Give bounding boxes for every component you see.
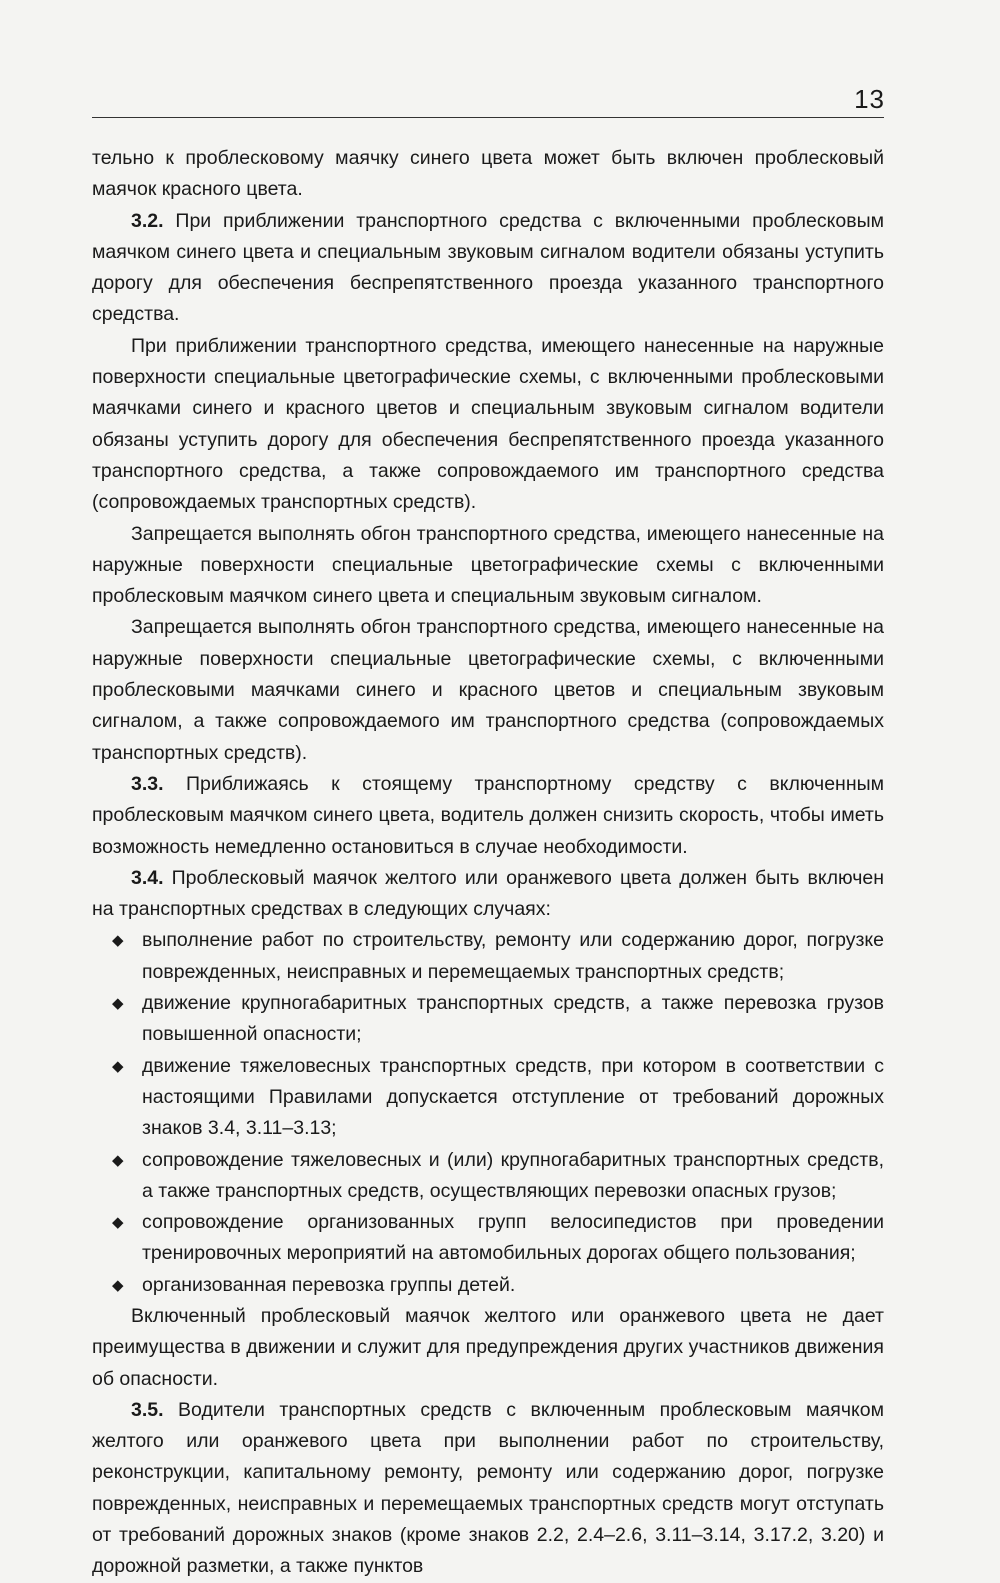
paragraph-text: Проблесковый маячок желтого или оранжевого цвета должен быть включен на транспортных средствах в следующих случаях: bbox=[92, 866, 884, 921]
diamond-bullet-icon: ◆ bbox=[112, 995, 124, 1013]
diamond-bullet-icon: ◆ bbox=[112, 1151, 124, 1169]
list-item: ◆ сопровождение организованных групп велосипедистов при проведении тренировочных мероприятий на автомобильных дорогах общего пользования; bbox=[92, 1207, 884, 1270]
list-item: ◆ организованная перевозка группы детей. bbox=[92, 1270, 884, 1301]
paragraph-3-3 bbox=[92, 769, 884, 863]
list-item: ◆ выполнение работ по строительству, ремонту или содержанию дорог, погрузке поврежденных, неисправных и перемещаемых транспортных средств; bbox=[92, 925, 884, 988]
paragraph: Включенный проблесковый маячок желтого или оранжевого цвета не дает преимущества в движении и служит для предупреждения других участников движения об опасности. bbox=[92, 1304, 884, 1390]
clause-number: 3.4. bbox=[131, 866, 164, 889]
header-rule bbox=[92, 117, 884, 118]
page-number: 13 bbox=[854, 84, 885, 114]
diamond-bullet-icon: ◆ bbox=[112, 932, 124, 950]
list-item: ◆ сопровождение тяжеловесных и (или) крупногабаритных транспортных средств, а также транспортных средств, осуществляющих перевозки опасных грузов; bbox=[92, 1145, 884, 1208]
paragraph-text: При приближении транспортного средства с включенными проблесковым маячком синего цвета и специальным звуковым сигналом водители обязаны уступить дорогу для обеспечения беспрепятственного проезда указанного транспортного средства. bbox=[92, 209, 885, 326]
bullet-list bbox=[92, 925, 884, 1301]
diamond-bullet-icon: ◆ bbox=[112, 1057, 124, 1075]
paragraph-3-5 bbox=[92, 1395, 884, 1583]
paragraph-continued: тельно к проблесковому маячку синего цвета может быть включен проблесковый маячок красного цвета. bbox=[92, 147, 884, 201]
paragraph: Запрещается выполнять обгон транспортного средства, имеющего нанесенные на наружные поверхности специальные цветографические схемы, с включенными проблесковыми маячками синего и красного цветов и специальным звуковым сигналом, а также сопровождаемого им транспортного средства (сопровождаемых транспортных средств). bbox=[92, 616, 884, 764]
paragraph-text: Водители транспортных средств с включенным проблесковым маячком желтого или оранжевого цвета при выполнении работ по строительству, реконструкции, капитальному ремонту, ремонту или содержанию дорог, погрузке поврежденных, неисправных и перемещаемых транспортных средств могут отступать от требований дорожных знаков (кроме знаков 2.2, 2.4–2.6, 3.11–3.14, 3.17.2, 3.20) и дорожной разметки, а также пунктов bbox=[92, 1398, 884, 1578]
paragraph-3-4 bbox=[92, 863, 884, 926]
clause-number: 3.5. bbox=[131, 1398, 164, 1421]
diamond-bullet-icon: ◆ bbox=[112, 1276, 124, 1294]
paragraph: Запрещается выполнять обгон транспортного средства, имеющего нанесенные на наружные поверхности специальные цветографические схемы с включенными проблесковым маячком синего цвета и специальным звуковым сигналом. bbox=[92, 522, 884, 608]
clause-number: 3.3. bbox=[131, 772, 164, 795]
list-item: ◆ движение тяжеловесных транспортных средств, при котором в соответствии с настоящими Правилами допускается отступление от требований дорожных знаков 3.4, 3.11–3.13; bbox=[92, 1051, 884, 1145]
paragraph-text: Приближаясь к стоящему транспортному средству с включенным проблесковым маячком синего цвета, водитель должен снизить скорость, чтобы иметь возможность немедленно остановиться в случае необходимости. bbox=[92, 772, 885, 858]
paragraph: При приближении транспортного средства, имеющего нанесенные на наружные поверхности специальные цветографические схемы, с включенными проблесковыми маячками синего и красного цветов и специальным звуковым сигналом водители обязаны уступить дорогу для обеспечения беспрепятственного проезда указанного транспортного средства, а также сопровождаемого им транспортного средства (сопровождаемых транспортных средств). bbox=[92, 334, 884, 514]
diamond-bullet-icon: ◆ bbox=[112, 1214, 124, 1232]
clause-number: 3.2. bbox=[131, 209, 164, 232]
list-item: ◆ движение крупногабаритных транспортных средств, а также перевозка грузов повышенной опасности; bbox=[92, 988, 884, 1051]
paragraph-3-2 bbox=[92, 206, 884, 331]
page-body bbox=[92, 143, 884, 1583]
